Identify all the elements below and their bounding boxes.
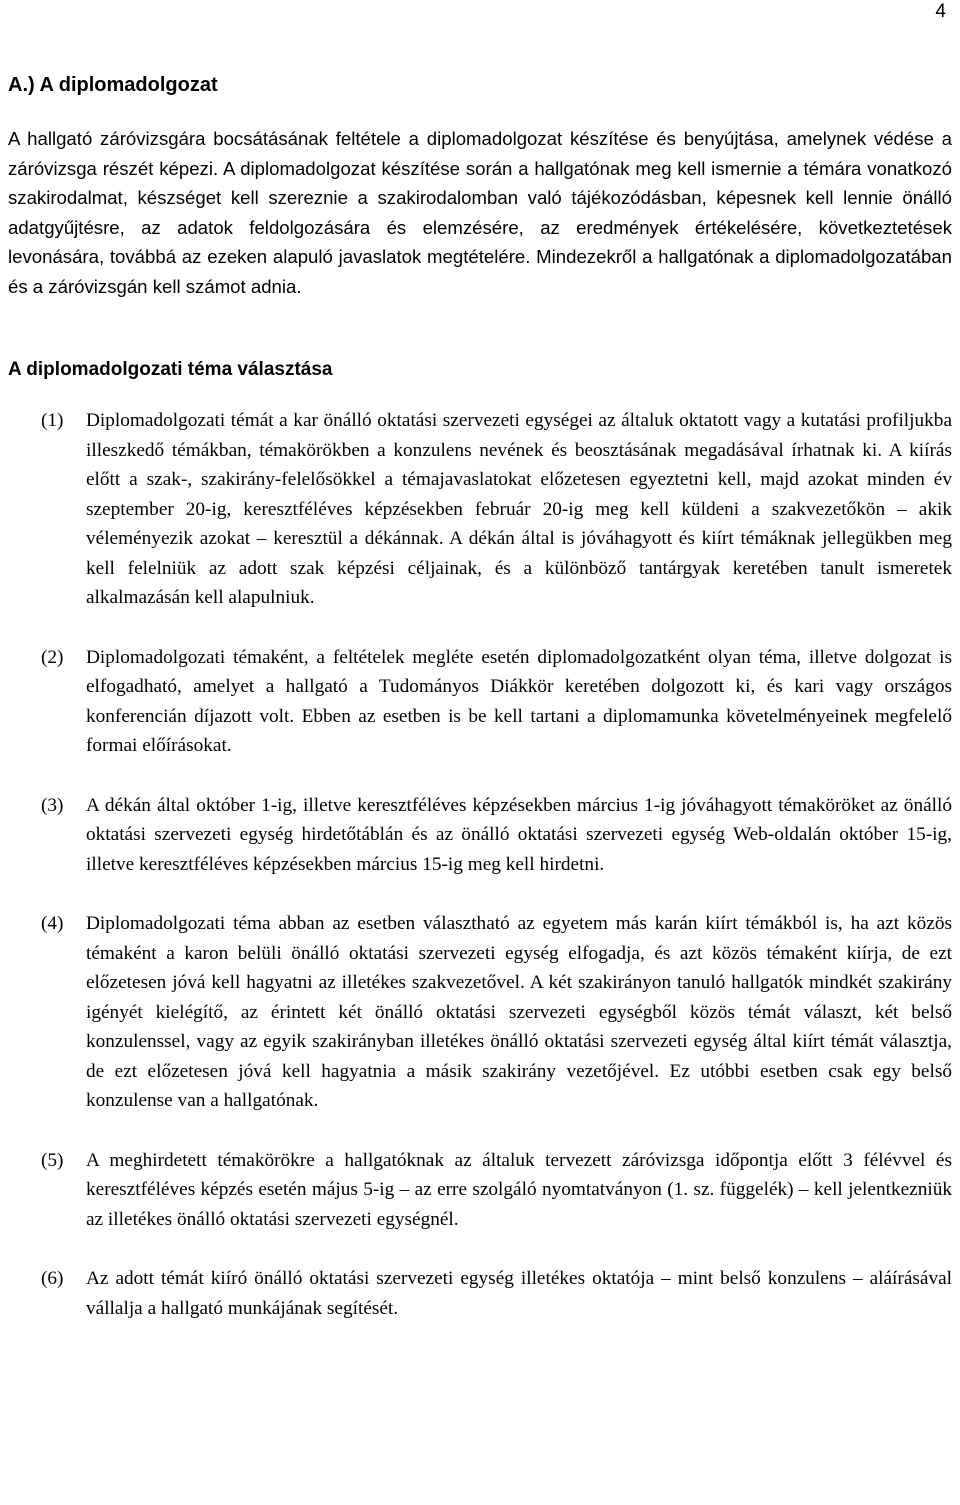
- document-body: [8, 72, 952, 1323]
- intro-paragraph: A hallgató záróvizsgára bocsátásának feltétele a diplomadolgozat készítése és benyújtása, amelynek védése a záróvizsga részét képezi. A diplomadolgozat készítése során a hallgatónak meg kell ismernie a témára vonatkozó szakirodalmat, készséget kell szereznie a szakirodalomban való tájékozódásban, képesnek kell lennie önálló adatgyűjtésre, az adatok feldolgozására és elemzésére, az eredmények értékelésére, következtetések levonására, továbbá az ezeken alapuló javaslatok megtételére. Mindezekről a hallgatónak a diplomadolgozatában és a záróvizsgán kell számot adnia.: [8, 128, 952, 297]
- list-item-text: A meghirdetett témakörökre a hallgatóknak az általuk tervezett záróvizsga időpontja előtt 3 félévvel és keresztféléves képzés esetén május 5-ig – az erre szolgáló nyomtatványon (1. sz. függelék) – kell jelentkezniük az illetékes önálló oktatási szervezeti egységnél.: [86, 1149, 952, 1230]
- list-item-number: (2): [41, 646, 64, 668]
- list-item-text: Diplomadolgozati témát a kar önálló oktatási szervezeti egységei az általuk oktatott vagy a kutatási profiljukba illeszkedő témákban, témakörökben a konzulens nevének és beosztásának megadásával írhatnak ki. A kiírás előtt a szak-, szakirány-felelősökkel a témajavaslatokat előzetesen egyeztetni kell, majd azokat minden év szeptember 20-ig, keresztféléves képzésekben február 20-ig meg kell küldeni a szakvezetőkön – akik véleményezik azokat – keresztül a dékánnak. A dékán által is jóváhagyott és kiírt témáknak jellegükben meg kell felelniük az adott szak képzési céljainak, és a különböző tantárgyak keretében tanult ismeretek alkalmazásán kell alapulniuk.: [86, 410, 952, 608]
- list-item: [8, 1264, 952, 1323]
- list-item-text: Az adott témát kiíró önálló oktatási szervezeti egység illetékes oktatója – mint belső konzulens – aláírásával vállalja a hallgató munkájának segítését.: [86, 1268, 952, 1319]
- list-item-text: Diplomadolgozati téma abban az esetben választható az egyetem más karán kiírt témákból is, ha azt közös témaként a karon belüli önálló oktatási szervezeti egység elfogadja, és azt közös témaként kiírja, de ezt előzetesen jóvá kell hagyatni az illetékes szakvezetővel. A két szakirányon tanuló hallgatók mindkét szakirány igényét kielégítő, az érintett két önálló oktatási szervezeti egységből közös témát választ, két belső konzulenssel, vagy az egyik szakirányban illetékes önálló oktatási szervezeti egység által kiírt témát választja, de ezt előzetesen jóvá kell hagyatnia a másik szakirány vezetőjével. Ez utóbbi esetben csak egy belső konzulense van a hallgatónak.: [86, 913, 952, 1111]
- numbered-list: [8, 406, 952, 1323]
- list-item: [8, 1146, 952, 1235]
- list-item-number: (1): [41, 410, 64, 431]
- list-item-text: Diplomadolgozati témaként, a feltételek megléte esetén diplomadolgozatként olyan téma, illetve dolgozat is elfogadható, amelyet a hallgató a Tudományos Diákkör keretében dolgozott ki, és kari vagy országos konferencián díjazott volt. Ebben az esetben is be kell tartani a diplomamunka követelményeinek megfelelő formai előírásokat.: [86, 646, 952, 756]
- list-item: [8, 643, 952, 761]
- list-item-text: A dékán által október 1-ig, illetve keresztféléves képzésekben március 1-ig jóváhagyott témaköröket az önálló oktatási szervezeti egység hirdetőtáblán és az önálló oktatási szervezeti egység Web-oldalán október 15-ig, illetve keresztféléves képzésekben március 15-ig meg kell hirdetni.: [86, 794, 952, 875]
- list-item-number: (4): [41, 913, 64, 934]
- page-number: 4: [935, 1, 946, 22]
- section-title: A.) A diplomadolgozat: [8, 74, 218, 96]
- list-item-number: (5): [41, 1149, 64, 1171]
- list-item: [8, 791, 952, 880]
- list-item-number: (6): [41, 1268, 64, 1289]
- list-item: [8, 406, 952, 613]
- list-item-number: (3): [41, 794, 64, 816]
- subsection-title: A diplomadolgozati téma választása: [8, 359, 333, 380]
- list-item: [8, 909, 952, 1116]
